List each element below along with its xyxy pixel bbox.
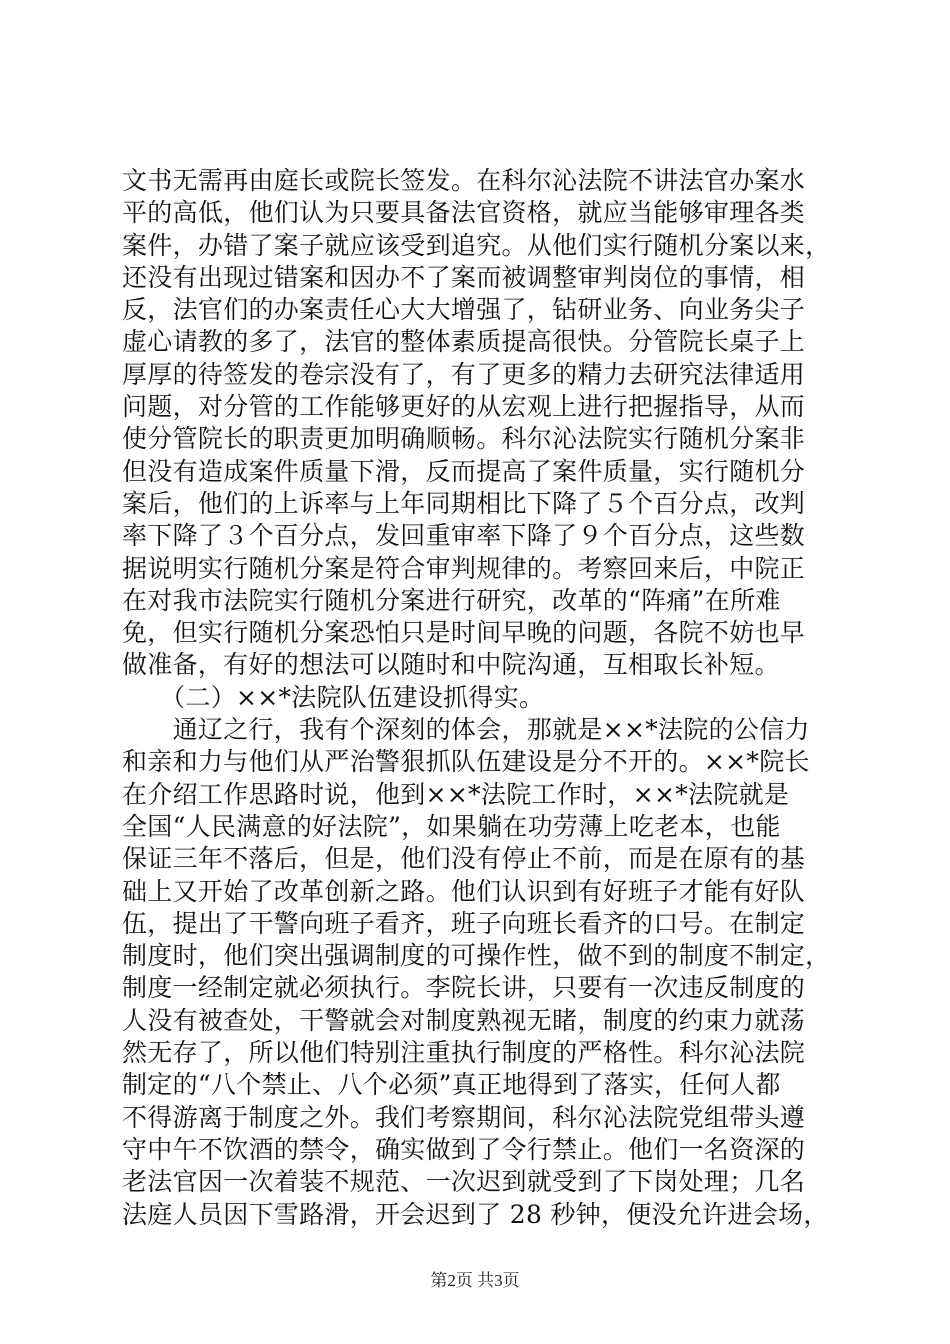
text-line: 法庭人员因下雪路滑，开会迟到了 28 秒钟，便没允许进会场， — [122, 1199, 829, 1229]
text-line: 案后，他们的上诉率与上年同期相比下降了５个百分点，改判 — [122, 488, 806, 518]
body-text — [122, 165, 830, 1231]
text-line: 率下降了３个百分点，发回重审率下降了９个百分点，这些数 — [122, 521, 806, 551]
text-line: 制定的“八个禁止、八个必须”真正地得到了落实，任何人都 — [122, 1070, 781, 1100]
text-line: 然无存了，所以他们特别注重执行制度的严格性。科尔沁法院 — [122, 1038, 806, 1068]
text-line: 在介绍工作思路时说，他到××*法院工作时，××*法院就是 — [122, 779, 790, 809]
text-line: 制度时，他们突出强调制度的可操作性，做不到的制度不制定， — [122, 941, 831, 971]
text-line: 通辽之行，我有个深刻的体会，那就是××*法院的公信力 — [122, 715, 810, 745]
text-line: 守中午不饮酒的禁令，确实做到了令行禁止。他们一名资深的 — [122, 1134, 806, 1164]
text-line: 础上又开始了改革创新之路。他们认识到有好班子才能有好队 — [122, 876, 806, 906]
text-line: 反，法官们的办案责任心大大增强了，钻研业务、向业务尖子 — [122, 295, 806, 325]
text-line: （二）××*法院队伍建设抓得实。 — [122, 682, 545, 712]
text-line: 做准备，有好的想法可以随时和中院沟通，互相取长补短。 — [122, 650, 780, 680]
text-line: 问题，对分管的工作能够更好的从宏观上进行把握指导，从而 — [122, 392, 806, 422]
text-line: 制度一经制定就必须执行。李院长讲，只要有一次违反制度的 — [122, 973, 806, 1003]
page-footer: 第2页 共3页 — [430, 1271, 520, 1290]
text-line: 厚厚的待签发的卷宗没有了，有了更多的精力去研究法律适用 — [122, 359, 806, 389]
text-line: 保证三年不落后，但是，他们没有停止不前，而是在原有的基 — [122, 844, 806, 874]
text-line: 在对我市法院实行随机分案进行研究，改革的“阵痛”在所难 — [122, 585, 781, 615]
text-line: 文书无需再由庭长或院长签发。在科尔沁法院不讲法官办案水 — [122, 166, 806, 195]
text-line: 案件，办错了案子就应该受到追究。从他们实行随机分案以来， — [122, 230, 831, 260]
text-line: 平的高低，他们认为只要具备法官资格，就应当能够审理各类 — [122, 198, 806, 228]
text-line: 伍，提出了干警向班子看齐，班子向班长看齐的口号。在制定 — [122, 908, 806, 938]
text-line: 老法官因一次着装不规范、一次迟到就受到了下岗处理；几名 — [122, 1167, 806, 1197]
text-line: 不得游离于制度之外。我们考察期间，科尔沁法院党组带头遵 — [122, 1102, 806, 1132]
text-line: 和亲和力与他们从严治警狠抓队伍建设是分不开的。××*院长 — [122, 747, 810, 777]
text-line: 虚心请教的多了，法官的整体素质提高很快。分管院长桌子上 — [122, 327, 806, 357]
text-line: 据说明实行随机分案是符合审判规律的。考察回来后，中院正 — [122, 553, 806, 583]
text-line: 人没有被查处，干警就会对制度熟视无睹，制度的约束力就荡 — [122, 1005, 806, 1035]
text-line: 还没有出现过错案和因办不了案而被调整审判岗位的事情，相 — [122, 262, 806, 292]
text-line: 全国“人民满意的好法院”，如果躺在功劳薄上吃老本，也能 — [122, 811, 781, 841]
text-line: 但没有造成案件质量下滑，反而提高了案件质量，实行随机分 — [122, 456, 806, 486]
text-line: 使分管院长的职责更加明确顺畅。科尔沁法院实行随机分案非 — [122, 424, 806, 454]
text-line: 免，但实行随机分案恐怕只是时间早晚的问题，各院不妨也早 — [122, 618, 806, 648]
